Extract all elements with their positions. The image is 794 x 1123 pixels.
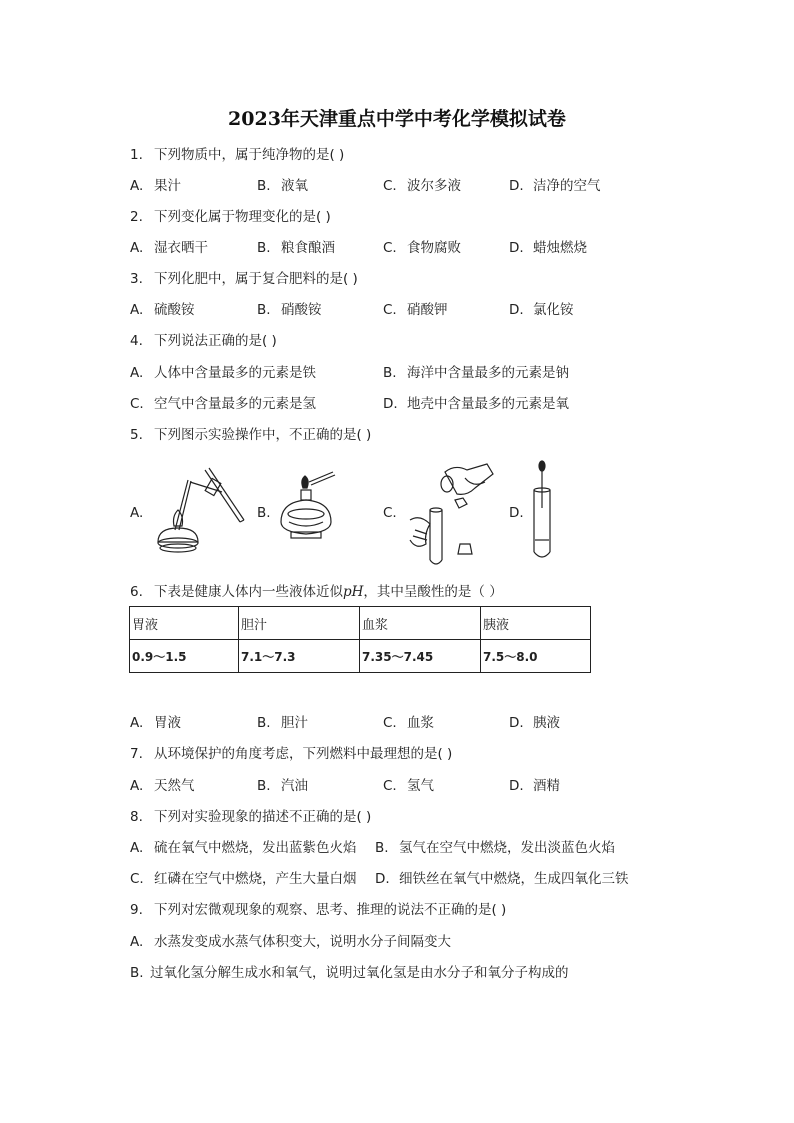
option-text: 氢气 bbox=[407, 778, 434, 794]
option-4c[interactable] bbox=[130, 395, 316, 413]
question-number: 1. bbox=[130, 147, 143, 163]
option-label: C. bbox=[383, 715, 397, 731]
question-3 bbox=[130, 270, 358, 288]
option-text: 粮食酿酒 bbox=[281, 240, 335, 256]
option-1b[interactable] bbox=[257, 177, 308, 195]
question-stem: 下列说法正确的是( ) bbox=[154, 333, 277, 349]
option-6b[interactable] bbox=[257, 714, 308, 732]
question-stem: 下列对实验现象的描述不正确的是( ) bbox=[154, 809, 372, 825]
option-text: 氯化铵 bbox=[533, 302, 574, 318]
option-label: A. bbox=[130, 365, 144, 381]
option-text: 水蒸发变成水蒸气体积变大，说明水分子间隔变大 bbox=[154, 934, 451, 950]
option-label: B. bbox=[257, 778, 271, 794]
question-number: 2. bbox=[130, 209, 143, 225]
option-label: D. bbox=[509, 778, 524, 794]
option-2d[interactable] bbox=[509, 239, 587, 257]
option-text: 天然气 bbox=[154, 778, 195, 794]
option-label: C. bbox=[130, 871, 144, 887]
option-6c[interactable] bbox=[383, 714, 434, 732]
option-8d[interactable] bbox=[375, 870, 629, 888]
table-cell: 血浆 bbox=[360, 607, 481, 640]
option-4a[interactable] bbox=[130, 364, 316, 382]
question-number: 4. bbox=[130, 333, 143, 349]
option-9b[interactable] bbox=[130, 964, 569, 982]
question-stem: 下列物质中，属于纯净物的是( ) bbox=[154, 147, 345, 163]
option-text: 蜡烛燃烧 bbox=[533, 240, 587, 256]
option-4b[interactable] bbox=[383, 364, 569, 382]
option-2b[interactable] bbox=[257, 239, 335, 257]
question-stem: 下列图示实验操作中，不正确的是( ) bbox=[154, 427, 372, 443]
question-number: 9. bbox=[130, 902, 143, 918]
option-label: A. bbox=[130, 840, 144, 856]
option-label: B. bbox=[375, 840, 389, 856]
table-header-row bbox=[130, 607, 591, 640]
option-7b[interactable] bbox=[257, 777, 308, 795]
figure-alcohol-lamp bbox=[275, 460, 345, 555]
option-label: D. bbox=[509, 178, 524, 194]
option-1d[interactable] bbox=[509, 177, 601, 195]
option-label: D. bbox=[509, 302, 524, 318]
option-label: B. bbox=[257, 715, 271, 731]
question-stem: 下列化肥中，属于复合肥料的是( ) bbox=[154, 271, 358, 287]
option-label: C. bbox=[383, 778, 397, 794]
question-stem-pre: 下表是健康人体内一些液体近似 bbox=[154, 584, 343, 600]
option-4d[interactable] bbox=[383, 395, 569, 413]
question-stem: 下列变化属于物理变化的是( ) bbox=[154, 209, 331, 225]
option-3a[interactable] bbox=[130, 301, 195, 319]
question-4 bbox=[130, 332, 277, 350]
option-text: 硝酸铵 bbox=[281, 302, 322, 318]
option-text: 硫在氧气中燃烧，发出蓝紫色火焰 bbox=[154, 840, 357, 856]
option-5a-label[interactable]: A. bbox=[130, 505, 144, 521]
option-label: B. bbox=[257, 240, 271, 256]
option-text: 空气中含量最多的元素是氢 bbox=[154, 396, 316, 412]
option-text: 红磷在空气中燃烧，产生大量白烟 bbox=[154, 871, 357, 887]
option-label: C. bbox=[383, 178, 397, 194]
option-text: 人体中含量最多的元素是铁 bbox=[154, 365, 316, 381]
option-1c[interactable] bbox=[383, 177, 461, 195]
option-3c[interactable] bbox=[383, 301, 448, 319]
option-text: 食物腐败 bbox=[407, 240, 461, 256]
table-cell: 7.1～7.3 bbox=[239, 640, 360, 673]
question-stem: 下列对宏微观现象的观察、思考、推理的说法不正确的是( ) bbox=[154, 902, 507, 918]
option-7d[interactable] bbox=[509, 777, 560, 795]
option-label: A. bbox=[130, 302, 144, 318]
option-8a[interactable] bbox=[130, 839, 357, 857]
option-text: 氢气在空气中燃烧，发出淡蓝色火焰 bbox=[399, 840, 615, 856]
figure-dropper-test-tube bbox=[530, 460, 560, 565]
option-text: 果汁 bbox=[154, 178, 181, 194]
question-number: 5. bbox=[130, 427, 143, 443]
option-label: A. bbox=[130, 178, 144, 194]
question-number: 8. bbox=[130, 809, 143, 825]
option-8b[interactable] bbox=[375, 839, 615, 857]
option-6d[interactable] bbox=[509, 714, 560, 732]
table-cell: 0.9～1.5 bbox=[130, 640, 239, 673]
table-cell: 胃液 bbox=[130, 607, 239, 640]
option-label: D. bbox=[509, 240, 524, 256]
option-text: 硝酸钾 bbox=[407, 302, 448, 318]
option-text: 洁净的空气 bbox=[533, 178, 601, 194]
question-8 bbox=[130, 808, 371, 826]
table-cell: 7.35～7.45 bbox=[360, 640, 481, 673]
option-label: B. bbox=[383, 365, 397, 381]
option-text: 胃液 bbox=[154, 715, 181, 731]
question-stem: 从环境保护的角度考虑，下列燃料中最理想的是( ) bbox=[154, 746, 453, 762]
option-8c[interactable] bbox=[130, 870, 357, 888]
table-row bbox=[130, 640, 591, 673]
option-7c[interactable] bbox=[383, 777, 434, 795]
question-stem-post: ，其中呈酸性的是（ ） bbox=[363, 584, 503, 600]
option-label: D. bbox=[509, 715, 524, 731]
option-label: A. bbox=[130, 934, 144, 950]
option-5c-label[interactable]: C. bbox=[383, 505, 397, 521]
option-text: 酒精 bbox=[533, 778, 560, 794]
option-text: 海洋中含量最多的元素是钠 bbox=[407, 365, 569, 381]
question-number: 6. bbox=[130, 584, 143, 600]
table-cell: 胰液 bbox=[481, 607, 591, 640]
option-2c[interactable] bbox=[383, 239, 461, 257]
question-9 bbox=[130, 901, 506, 919]
option-5d-label[interactable]: D. bbox=[509, 505, 524, 521]
option-text: 细铁丝在氧气中燃烧，生成四氧化三铁 bbox=[399, 871, 629, 887]
question-number: 3. bbox=[130, 271, 143, 287]
option-label: A. bbox=[130, 715, 144, 731]
question-6 bbox=[130, 583, 503, 601]
option-text: 血浆 bbox=[407, 715, 434, 731]
option-text: 地壳中含量最多的元素是氧 bbox=[407, 396, 569, 412]
ph-symbol: pH bbox=[343, 584, 364, 600]
question-2 bbox=[130, 208, 331, 226]
option-6a[interactable] bbox=[130, 714, 181, 732]
question-5 bbox=[130, 426, 371, 444]
option-1a[interactable] bbox=[130, 177, 181, 195]
question-number: 7. bbox=[130, 746, 143, 762]
option-label: A. bbox=[130, 240, 144, 256]
option-text: 湿衣晒干 bbox=[154, 240, 208, 256]
option-text: 过氧化氢分解生成水和氧气，说明过氧化氢是由水分子和氧分子构成的 bbox=[150, 965, 569, 981]
option-5b-label[interactable]: B. bbox=[257, 505, 271, 521]
option-label: B. bbox=[130, 965, 144, 981]
option-text: 液氧 bbox=[281, 178, 308, 194]
option-label: D. bbox=[375, 871, 390, 887]
option-text: 胆汁 bbox=[281, 715, 308, 731]
option-label: D. bbox=[383, 396, 398, 412]
option-3d[interactable] bbox=[509, 301, 574, 319]
question-1 bbox=[130, 146, 344, 164]
option-text: 胰液 bbox=[533, 715, 560, 731]
table-cell: 胆汁 bbox=[239, 607, 360, 640]
option-label: B. bbox=[257, 302, 271, 318]
option-2a[interactable] bbox=[130, 239, 208, 257]
option-text: 汽油 bbox=[281, 778, 308, 794]
option-label: C. bbox=[383, 302, 397, 318]
option-label: C. bbox=[130, 396, 144, 412]
ph-table bbox=[129, 606, 591, 673]
page-title: 2023年天津重点中学中考化学模拟试卷 bbox=[228, 108, 566, 130]
option-9a[interactable] bbox=[130, 933, 451, 951]
option-3b[interactable] bbox=[257, 301, 322, 319]
option-text: 硫酸铵 bbox=[154, 302, 195, 318]
question-7 bbox=[130, 745, 452, 763]
option-7a[interactable] bbox=[130, 777, 195, 795]
figure-heating-test-tube bbox=[150, 460, 250, 555]
option-label: C. bbox=[383, 240, 397, 256]
option-label: B. bbox=[257, 178, 271, 194]
figure-pouring-liquid bbox=[405, 460, 500, 570]
option-label: A. bbox=[130, 778, 144, 794]
table-cell: 7.5～8.0 bbox=[481, 640, 591, 673]
option-text: 波尔多液 bbox=[407, 178, 461, 194]
